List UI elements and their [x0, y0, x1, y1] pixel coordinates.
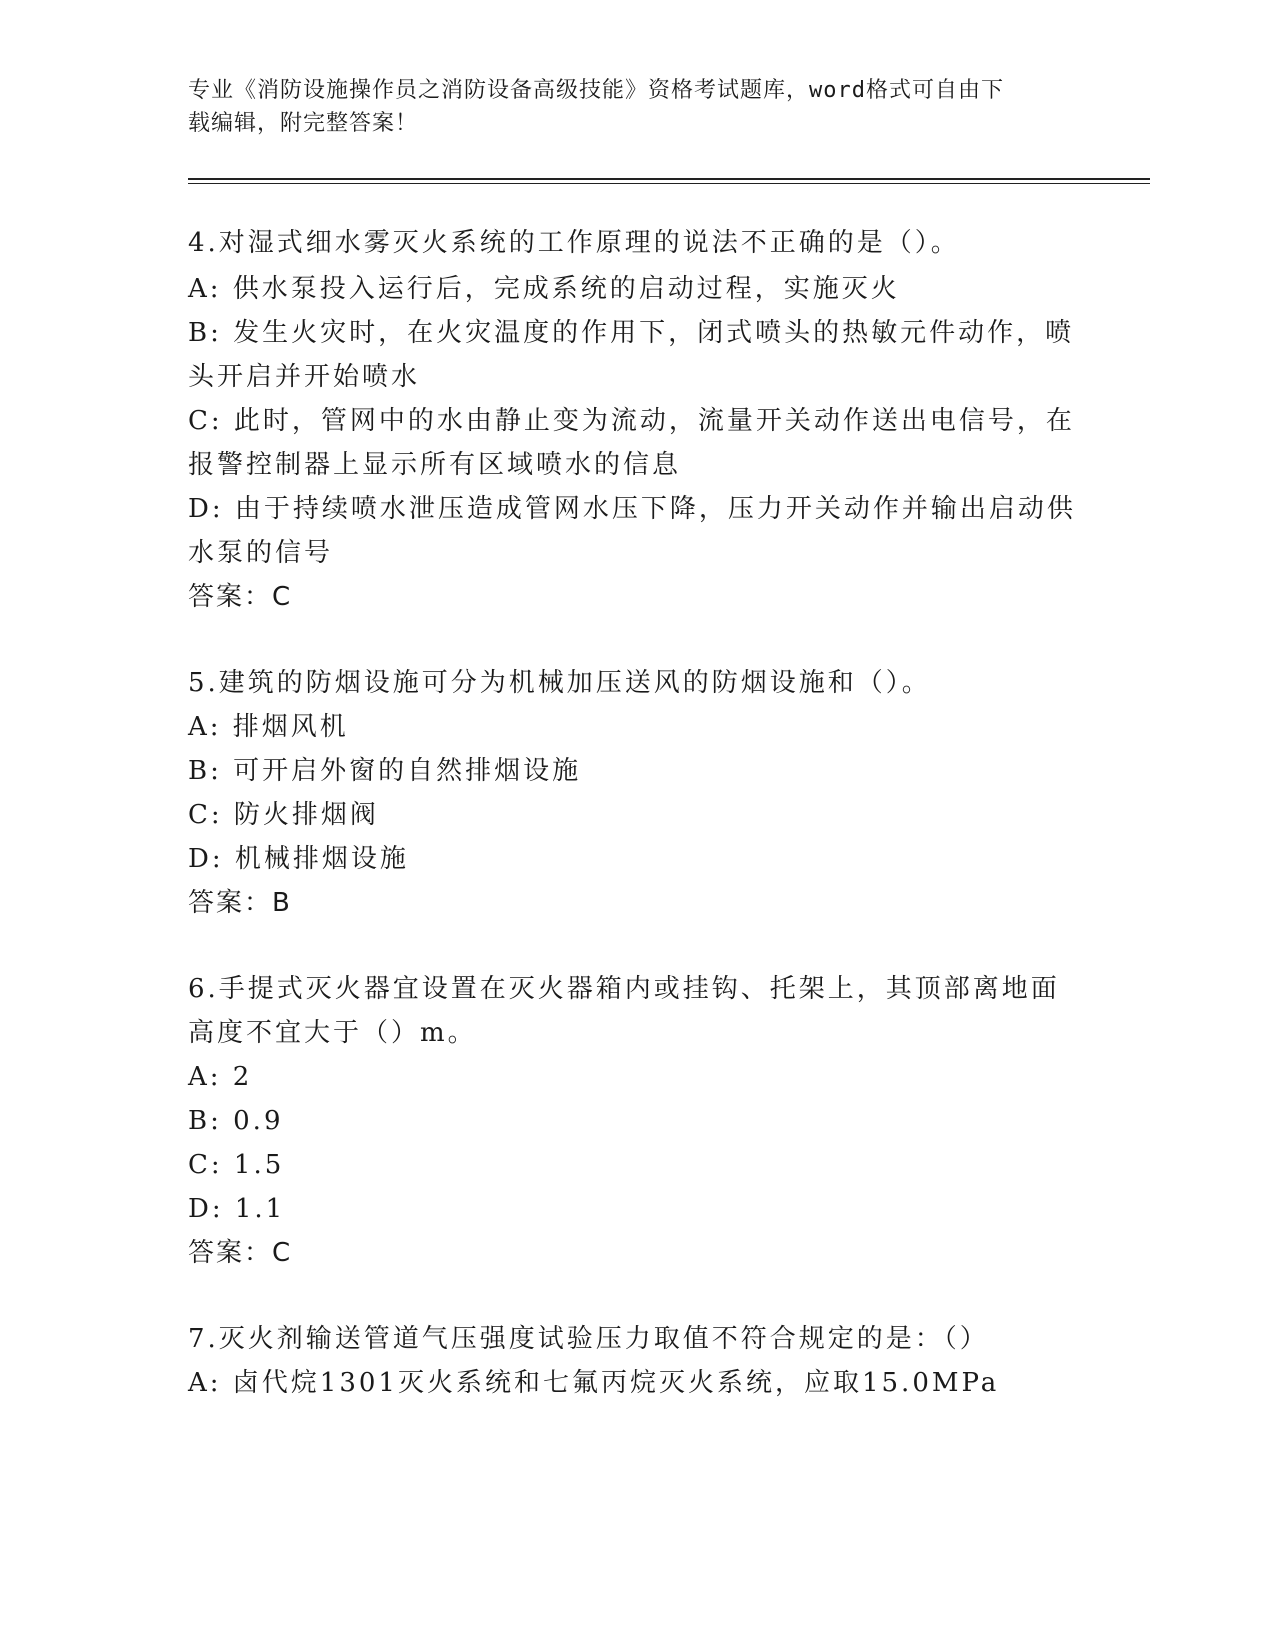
answer-text: 答案：B — [188, 888, 292, 918]
header-line-2: 载编辑，附完整答案！ — [188, 111, 419, 136]
question-option: B: 0.9 — [188, 1106, 284, 1136]
question-option: A: 卤代烷1301灭火系统和七氟丙烷灭火系统，应取15.0MPa — [188, 1368, 1000, 1398]
question-option: D: 1.1 — [188, 1194, 286, 1224]
answer-text: 答案：C — [188, 1238, 293, 1268]
question-stem: 4.对湿式细水雾灭火系统的工作原理的说法不正确的是（）。 — [188, 228, 960, 258]
question-stem: 5.建筑的防烟设施可分为机械加压送风的防烟设施和（）。 — [188, 668, 931, 698]
question-option: C: 防火排烟阀 — [188, 800, 379, 830]
question-option: A: 2 — [188, 1062, 253, 1092]
question-stem: 6.手提式灭火器宜设置在灭火器箱内或挂钩、托架上，其顶部离地面 — [188, 974, 1060, 1004]
question-stem: 高度不宜大于（）m。 — [188, 1018, 477, 1048]
question-option: C: 1.5 — [188, 1150, 285, 1180]
question-option: A: 供水泵投入运行后，完成系统的启动过程，实施灭火 — [188, 274, 900, 304]
question-option: B: 可开启外窗的自然排烟设施 — [188, 756, 582, 786]
question-option: 头开启并开始喷水 — [188, 362, 421, 392]
question-option: D: 机械排烟设施 — [188, 844, 409, 874]
question-option: 水泵的信号 — [188, 538, 334, 568]
question-option: 报警控制器上显示所有区域喷水的信息 — [188, 450, 682, 480]
question-option: D: 由于持续喷水泄压造成管网水压下降，压力开关动作并输出启动供 — [188, 494, 1076, 524]
question-option: C: 此时，管网中的水由静止变为流动，流量开关动作送出电信号，在 — [188, 406, 1075, 436]
question-stem: 7.灭火剂输送管道气压强度试验压力取值不符合规定的是：（） — [188, 1324, 989, 1354]
header-line-1: 专业《消防设施操作员之消防设备高级技能》资格考试题库，word格式可自由下 — [188, 78, 1004, 103]
header-divider-thin — [188, 183, 1150, 184]
header-divider-thick — [188, 178, 1150, 180]
question-option: B: 发生火灾时，在火灾温度的作用下，闭式喷头的热敏元件动作，喷 — [188, 318, 1075, 348]
answer-text: 答案：C — [188, 582, 293, 612]
document-header — [188, 74, 1088, 140]
question-option: A: 排烟风机 — [188, 712, 349, 742]
